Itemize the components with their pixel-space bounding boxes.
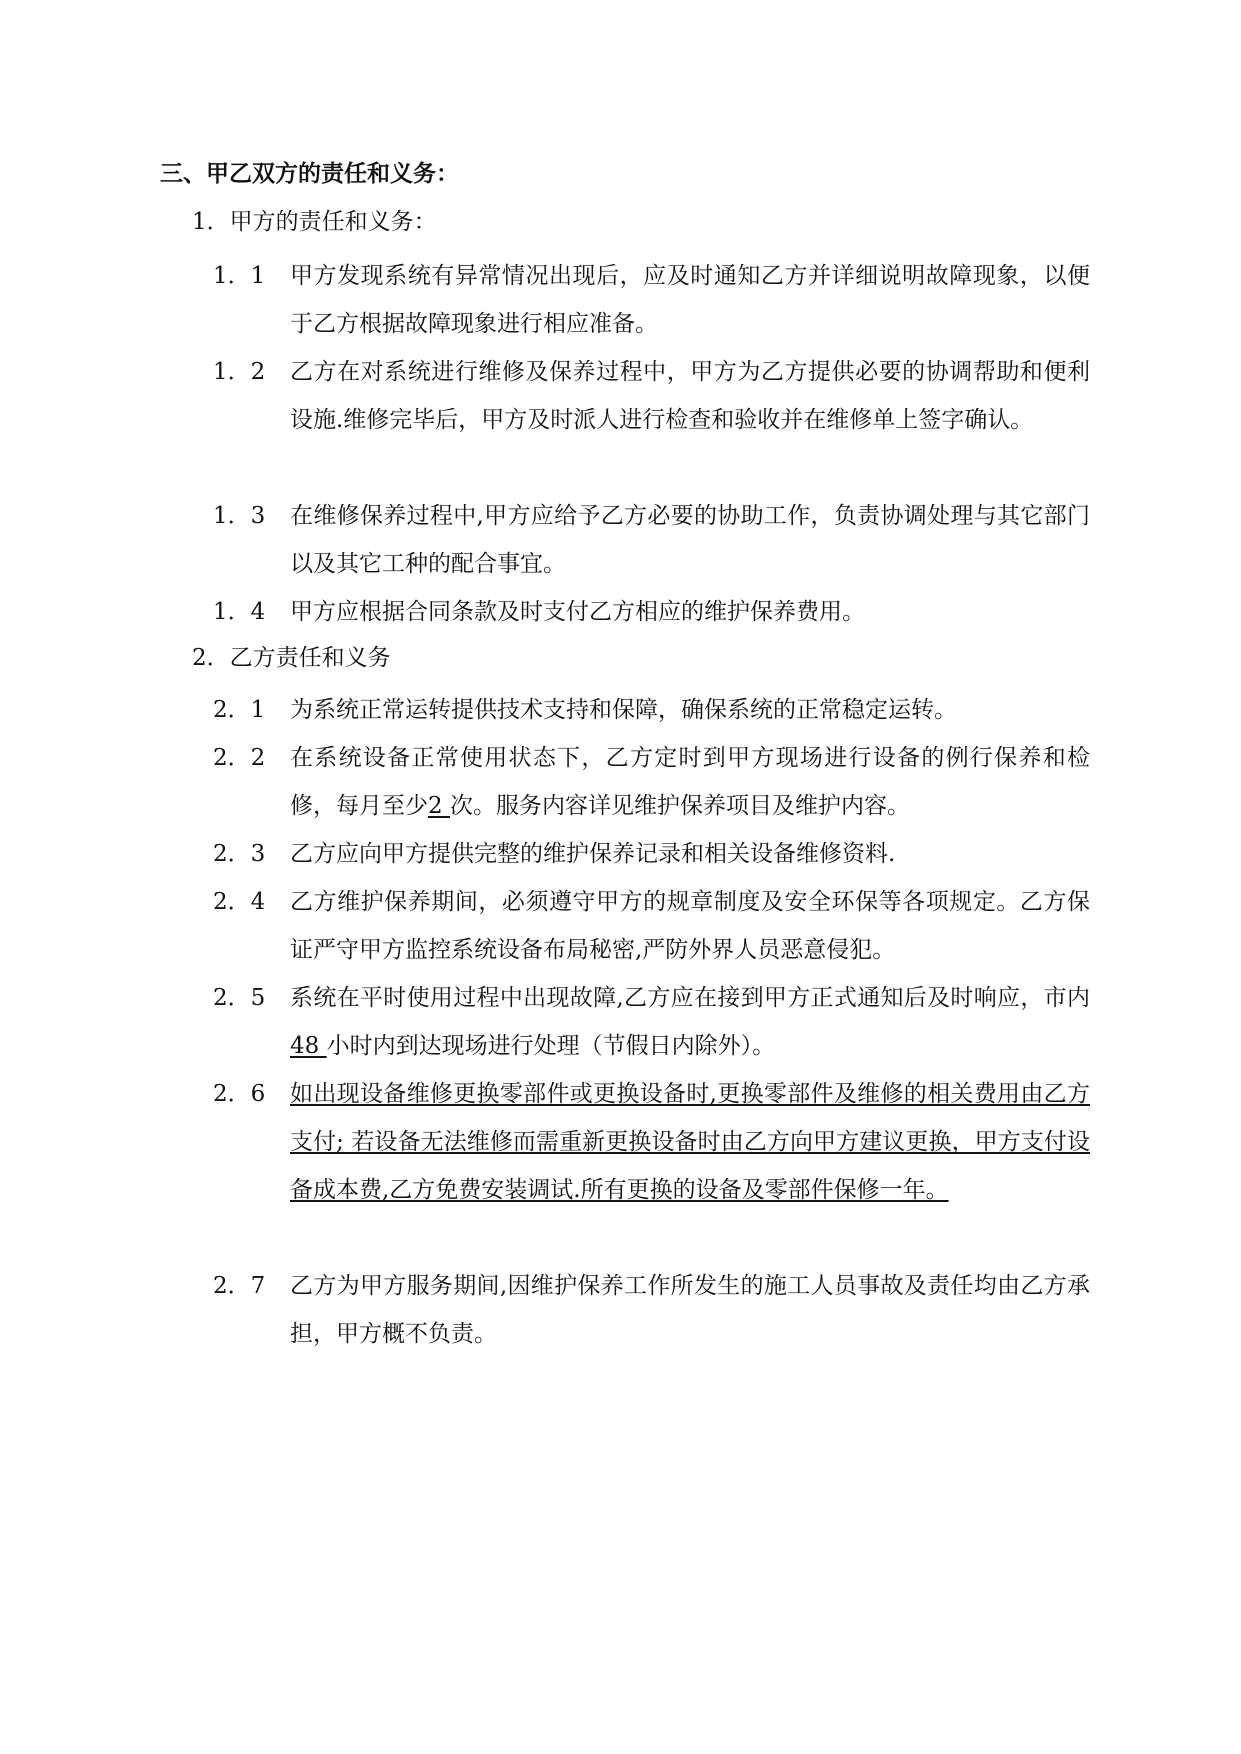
clause-2-1 — [213, 686, 1093, 734]
clause-text: 在维修保养过程中,甲方应给予乙方必要的协助工作，负责协调处理与其它部门以及其它工种的配合事宜。 — [290, 503, 1090, 577]
clause-number: 2．2 — [213, 745, 266, 771]
party-a-title: 1．甲方的责任和义务： — [192, 209, 437, 235]
clause-number: 1．4 — [213, 599, 266, 625]
clause-2-6 — [213, 1070, 1093, 1214]
clause-number: 2．6 — [213, 1081, 266, 1107]
clause-text: 乙方在对系统进行维修及保养过程中，甲方为乙方提供必要的协调帮助和便利设施.维修完毕后，甲方及时派人进行检查和验收并在维修单上签字确认。 — [290, 359, 1090, 433]
clause-number: 2．5 — [213, 985, 266, 1011]
clause-2-4 — [213, 878, 1093, 974]
clause-text: 乙方维护保养期间，必须遵守甲方的规章制度及安全环保等各项规定。乙方保证严守甲方监控系统设备布局秘密,严防外界人员恶意侵犯。 — [290, 889, 1090, 963]
clause-number: 2．4 — [213, 889, 266, 915]
clause-1-2 — [213, 348, 1093, 444]
clause-2-7 — [213, 1262, 1093, 1358]
clause-text: 乙方应向甲方提供完整的维护保养记录和相关设备维修资料. — [290, 841, 896, 867]
clause-1-1 — [213, 252, 1093, 348]
clause-number: 1．3 — [213, 503, 266, 529]
clause-text-part: 在系统设备正常使用状态下，乙方定时到甲方现场进行设备的例行保养和检修，每月至少 — [290, 745, 1090, 819]
clause-number: 2．3 — [213, 841, 266, 867]
clause-1-3 — [213, 492, 1093, 588]
clause-text: 甲方应根据合同条款及时支付乙方相应的维护保养费用。 — [290, 599, 865, 625]
clause-text — [290, 974, 1090, 1070]
clause-2-2 — [213, 734, 1093, 830]
clause-text: 乙方为甲方服务期间,因维护保养工作所发生的施工人员事故及责任均由乙方承担，甲方概不负责。 — [290, 1273, 1090, 1347]
clause-text-part: 系统在平时使用过程中出现故障,乙方应在接到甲方正式通知后及时响应，市内 — [290, 985, 1090, 1011]
clause-2-3 — [213, 830, 1093, 878]
clause-text-part: 次。服务内容详见维护保养项目及维护内容。 — [449, 793, 910, 819]
clause-text: 如出现设备维修更换零部件或更换设备时,更换零部件及维修的相关费用由乙方支付; 若设备无法维修而需重新更换设备时由乙方向甲方建议更换，甲方支付设备成本费,乙方免费安装调试.所有更换的设备及零部件保修一年。 — [290, 1081, 1090, 1203]
party-b-title: 2．乙方责任和义务 — [192, 645, 391, 671]
response-hours-value: 48 — [290, 1033, 327, 1059]
inspection-frequency-value: 2 — [428, 793, 450, 819]
section-title: 三、甲乙双方的责任和义务： — [160, 161, 459, 187]
clause-number: 2．1 — [213, 697, 266, 723]
clause-1-4 — [213, 588, 1093, 636]
clause-text: 甲方发现系统有异常情况出现后，应及时通知乙方并详细说明故障现象，以便于乙方根据故障现象进行相应准备。 — [290, 263, 1090, 337]
clause-number: 1．1 — [213, 263, 266, 289]
clause-text — [290, 734, 1090, 830]
clause-text-part: 小时内到达现场进行处理（节假日内除外）。 — [326, 1033, 776, 1059]
clause-number: 1．2 — [213, 359, 266, 385]
clause-number: 2．7 — [213, 1273, 266, 1299]
clause-text: 为系统正常运转提供技术支持和保障，确保系统的正常稳定运转。 — [290, 697, 957, 723]
clause-2-5 — [213, 974, 1093, 1070]
